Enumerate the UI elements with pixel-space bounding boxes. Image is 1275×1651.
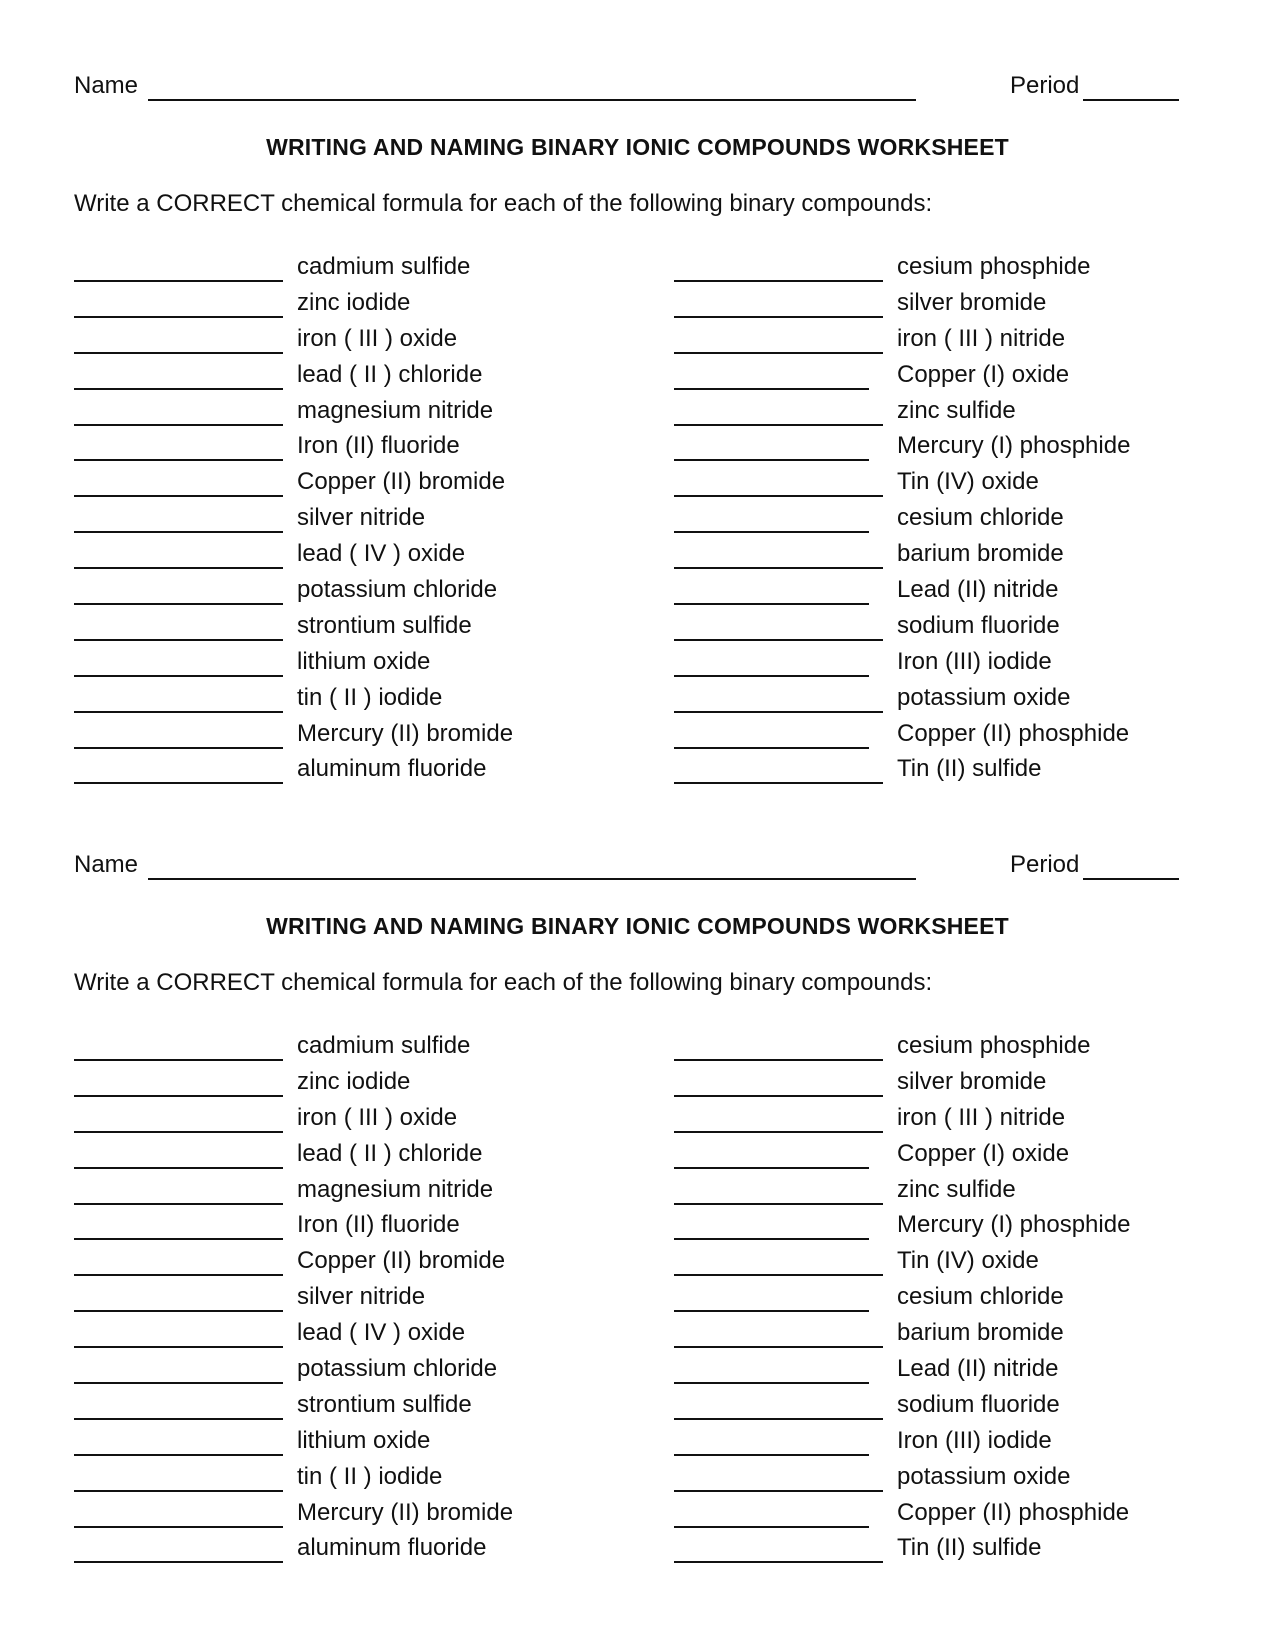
answer-blank[interactable]	[74, 316, 283, 318]
answer-blank[interactable]	[74, 1131, 283, 1133]
compound-name: zinc iodide	[297, 288, 411, 316]
answer-blank[interactable]	[674, 388, 869, 390]
compound-name: lead ( IV ) oxide	[297, 540, 466, 568]
answer-blank[interactable]	[674, 1095, 883, 1097]
compound-name: cadmium sulfide	[297, 253, 471, 280]
period-label: Period	[1010, 72, 1080, 99]
compound-name: strontium sulfide	[297, 611, 472, 639]
answer-blank[interactable]	[674, 316, 883, 318]
compound-name: Iron (III) iodide	[897, 1426, 1052, 1454]
compound-name: Tin (II) sulfide	[897, 1534, 1042, 1562]
answer-blank[interactable]	[674, 352, 883, 354]
answer-blank[interactable]	[674, 747, 869, 749]
answer-blank[interactable]	[74, 639, 283, 641]
worksheet-title: WRITING AND NAMING BINARY IONIC COMPOUNDS WORKSHEET	[266, 913, 1009, 939]
answer-blank[interactable]	[74, 675, 283, 677]
compound-name: lithium oxide	[297, 647, 431, 675]
answer-blank[interactable]	[74, 280, 283, 282]
answer-blank[interactable]	[74, 352, 283, 354]
compound-name: barium bromide	[897, 1319, 1064, 1347]
answer-blank[interactable]	[74, 603, 283, 605]
instructions: Write a CORRECT chemical formula for each of the following binary compounds:	[74, 190, 933, 217]
compound-name: Lead (II) nitride	[897, 576, 1059, 604]
compound-name: silver bromide	[897, 1067, 1047, 1095]
compound-name: cesium chloride	[897, 1283, 1064, 1311]
answer-blank[interactable]	[74, 1454, 283, 1456]
compound-name: iron ( III ) oxide	[297, 324, 458, 352]
answer-blank[interactable]	[74, 388, 283, 390]
compound-name: silver nitride	[297, 1283, 426, 1311]
answer-blank[interactable]	[74, 1203, 283, 1205]
answer-blank[interactable]	[674, 1167, 869, 1169]
answer-blank[interactable]	[674, 603, 869, 605]
answer-blank[interactable]	[74, 459, 283, 461]
compound-name: potassium chloride	[297, 1355, 498, 1383]
period-blank[interactable]	[1083, 99, 1179, 101]
answer-blank[interactable]	[674, 1418, 883, 1420]
compound-name: zinc sulfide	[897, 396, 1016, 424]
compound-name: Mercury (I) phosphide	[897, 1211, 1131, 1239]
compound-name: Lead (II) nitride	[897, 1355, 1059, 1383]
compound-name: iron ( III ) nitride	[897, 1103, 1066, 1131]
compound-name: Iron (III) iodide	[897, 647, 1052, 675]
answer-blank[interactable]	[674, 1131, 883, 1133]
compound-name: Copper (I) oxide	[897, 360, 1070, 388]
answer-blank[interactable]	[674, 675, 869, 677]
answer-blank[interactable]	[74, 1561, 283, 1563]
compound-name: Mercury (II) bromide	[297, 1498, 514, 1526]
answer-blank[interactable]	[74, 424, 283, 426]
name-label: Name	[74, 851, 139, 878]
answer-blank[interactable]	[74, 1418, 283, 1420]
compound-name: Mercury (II) bromide	[297, 719, 514, 747]
answer-blank[interactable]	[674, 280, 883, 282]
compound-name: potassium oxide	[897, 683, 1071, 711]
compound-name: iron ( III ) oxide	[297, 1103, 458, 1131]
compound-name: Copper (II) bromide	[297, 468, 506, 496]
answer-blank[interactable]	[674, 567, 883, 569]
compound-name: zinc iodide	[297, 1067, 411, 1095]
compound-name: cesium phosphide	[897, 1032, 1091, 1059]
compound-name: Iron (II) fluoride	[297, 432, 460, 460]
period-blank[interactable]	[1083, 878, 1179, 880]
compound-name: Copper (II) phosphide	[897, 719, 1130, 747]
compound-name: tin ( II ) iodide	[297, 683, 443, 711]
answer-blank[interactable]	[674, 1274, 883, 1276]
compound-name: Tin (IV) oxide	[897, 468, 1039, 496]
answer-blank[interactable]	[74, 1346, 283, 1348]
compound-name: Iron (II) fluoride	[297, 1211, 460, 1239]
answer-blank[interactable]	[74, 1310, 283, 1312]
answer-blank[interactable]	[674, 531, 869, 533]
answer-blank[interactable]	[674, 424, 883, 426]
compound-name: Tin (IV) oxide	[897, 1247, 1039, 1275]
instructions: Write a CORRECT chemical formula for each of the following binary compounds:	[74, 969, 933, 996]
compound-name: lead ( IV ) oxide	[297, 1319, 466, 1347]
compound-name: aluminum fluoride	[297, 755, 487, 783]
compound-name: Copper (I) oxide	[897, 1139, 1070, 1167]
compound-name: magnesium nitride	[297, 1175, 494, 1203]
compound-name: cadmium sulfide	[297, 1032, 471, 1059]
answer-blank[interactable]	[74, 747, 283, 749]
compound-name: iron ( III ) nitride	[897, 324, 1066, 352]
compound-name: silver nitride	[297, 504, 426, 532]
worksheet-copy-1	[0, 0, 1275, 783]
answer-blank[interactable]	[674, 1346, 883, 1348]
compound-name: magnesium nitride	[297, 396, 494, 424]
compound-name: cesium chloride	[897, 504, 1064, 532]
compound-name: sodium fluoride	[897, 1390, 1060, 1418]
compound-name: Mercury (I) phosphide	[897, 432, 1131, 460]
compound-name: sodium fluoride	[897, 611, 1060, 639]
answer-blank[interactable]	[674, 1526, 869, 1528]
compound-name: lithium oxide	[297, 1426, 431, 1454]
answer-blank[interactable]	[674, 1203, 883, 1205]
answer-blank[interactable]	[674, 1490, 883, 1492]
answer-blank[interactable]	[74, 1490, 283, 1492]
period-label: Period	[1010, 851, 1080, 878]
answer-blank[interactable]	[674, 459, 869, 461]
answer-blank[interactable]	[74, 1526, 283, 1528]
answer-blank[interactable]	[674, 1561, 883, 1563]
compound-name: strontium sulfide	[297, 1390, 472, 1418]
answer-blank[interactable]	[674, 1382, 869, 1384]
worksheet-title: WRITING AND NAMING BINARY IONIC COMPOUNDS WORKSHEET	[266, 134, 1009, 160]
answer-blank[interactable]	[74, 1382, 283, 1384]
answer-blank[interactable]	[74, 1274, 283, 1276]
name-blank[interactable]	[148, 99, 916, 101]
answer-blank[interactable]	[674, 639, 883, 641]
compound-name: lead ( II ) chloride	[297, 1139, 483, 1167]
answer-blank[interactable]	[74, 1238, 283, 1240]
compound-name: silver bromide	[897, 288, 1047, 316]
answer-blank[interactable]	[74, 1059, 283, 1061]
answer-blank[interactable]	[674, 711, 883, 713]
answer-blank[interactable]	[674, 1454, 869, 1456]
compound-name: Copper (II) bromide	[297, 1247, 506, 1275]
compound-name: barium bromide	[897, 540, 1064, 568]
answer-blank[interactable]	[674, 1059, 883, 1061]
compound-name: potassium chloride	[297, 576, 498, 604]
compound-name: lead ( II ) chloride	[297, 360, 483, 388]
answer-blank[interactable]	[74, 1167, 283, 1169]
compound-name: cesium phosphide	[897, 253, 1091, 280]
compound-name: aluminum fluoride	[297, 1534, 487, 1562]
compound-name: Copper (II) phosphide	[897, 1498, 1130, 1526]
answer-blank[interactable]	[74, 567, 283, 569]
compound-name: zinc sulfide	[897, 1175, 1016, 1203]
answer-blank[interactable]	[74, 531, 283, 533]
worksheet-copy-2	[0, 779, 1275, 1562]
compound-name: Tin (II) sulfide	[897, 755, 1042, 783]
answer-blank[interactable]	[674, 1238, 869, 1240]
answer-blank[interactable]	[74, 495, 283, 497]
answer-blank[interactable]	[674, 1310, 869, 1312]
answer-blank[interactable]	[74, 711, 283, 713]
compound-name: tin ( II ) iodide	[297, 1462, 443, 1490]
name-blank[interactable]	[148, 878, 916, 880]
answer-blank[interactable]	[74, 1095, 283, 1097]
compound-name: potassium oxide	[897, 1462, 1071, 1490]
name-label: Name	[74, 72, 139, 99]
answer-blank[interactable]	[674, 495, 883, 497]
